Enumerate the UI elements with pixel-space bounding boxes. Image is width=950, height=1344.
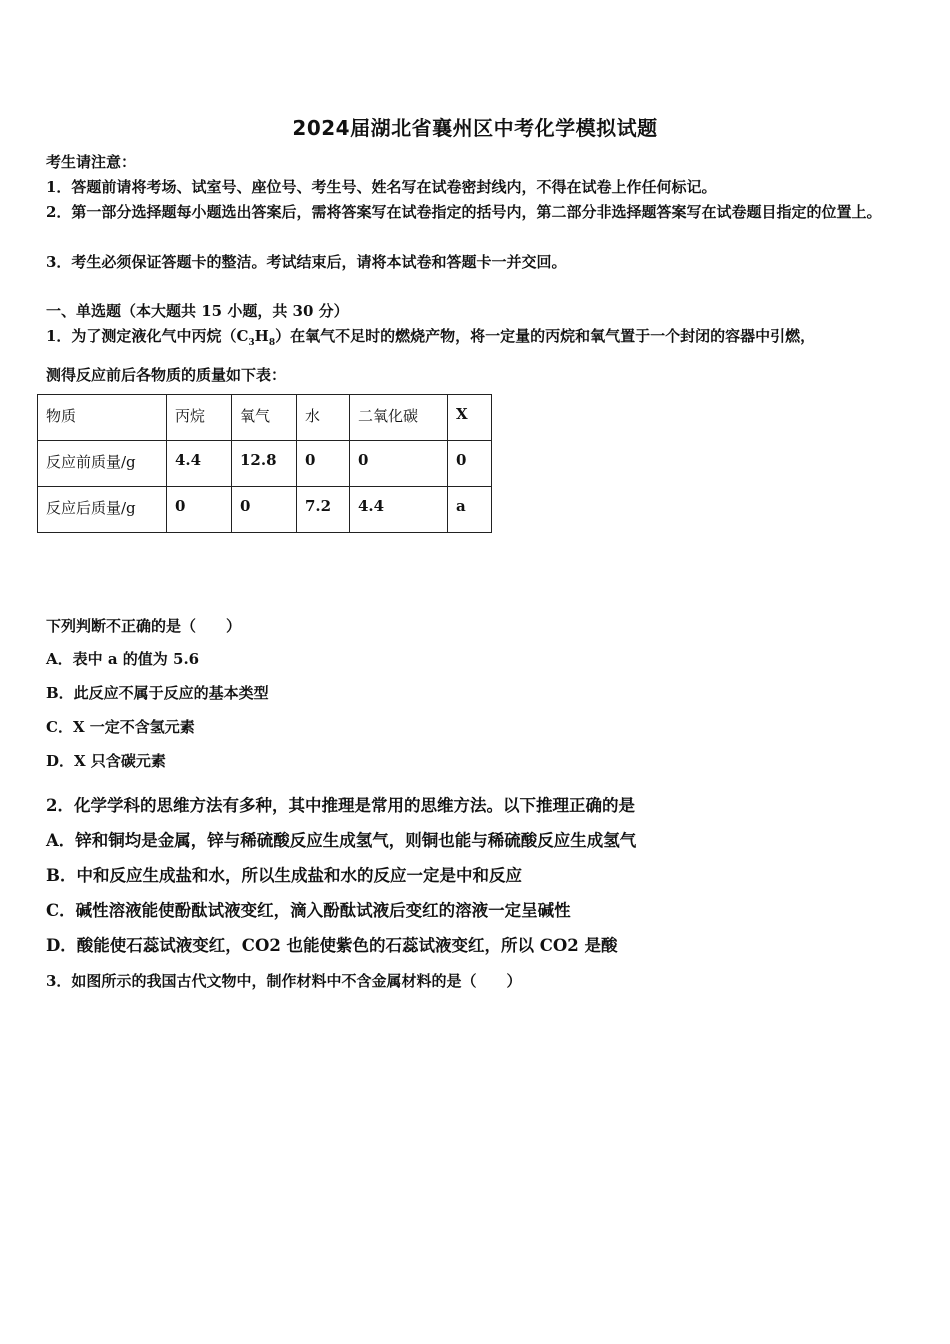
q1-question: 下列判断不正确的是（ ） [46,617,242,635]
q1-option-b: B．此反应不属于反应的基本类型 [46,684,269,702]
table-row [38,395,492,441]
q1-option-c: C．X 一定不含氢元素 [46,718,195,736]
table-cell: 0 [448,441,492,487]
q1-stem: 1．为了测定液化气中丙烷$(C_3H_8)$在氧气不足时的燃烧产物，将一定量的丙烷和氧气置于一个封闭的容器中引燃， [46,327,816,348]
table-cell: 物质 [38,395,167,441]
section-heading: 一、单选题（本大题共 15 小题，共 30 分） [46,302,349,320]
notice-heading: 考生请注意： [46,153,137,171]
notice-item-3: 3．考生必须保证答题卡的整洁。考试结束后，请将本试卷和答题卡一并交回。 [46,253,567,271]
table-row [38,441,492,487]
q1-option-d: D．X 只含碳元素 [46,752,166,770]
table-cell: 水 [297,395,350,441]
q1-option-a: A．表中 a 的值为 5.6 [46,650,200,668]
q2-option-a: A．锌和铜均是金属，锌与稀硫酸反应生成氢气，则铜也能与稀硫酸反应生成氢气 [46,831,637,850]
table-cell: 0 [232,487,297,533]
page-title: 2024届湖北省襄州区中考化学模拟试题 [292,116,658,140]
q2-option-d: D．酸能使石蕊试液变红，CO2 也能使紫色的石蕊试液变红，所以 CO2 是酸 [46,936,618,955]
table-cell: 12.8 [232,441,297,487]
q3-stem: 3．如图所示的我国古代文物中，制作材料中不含金属材料的是（ ） [46,972,522,990]
table-cell: 4.4 [167,441,232,487]
notice-item-1: 1．答题前请将考场、试室号、座位号、考生号、姓名写在试卷密封线内，不得在试卷上作任何标记。 [46,178,717,196]
q1-stem-2: 测得反应前后各物质的质量如下表： [46,366,287,384]
table-cell: 反应后质量/g [38,487,167,533]
table-cell: 0 [297,441,350,487]
table-cell: X [448,395,492,441]
table-cell: 反应前质量/g [38,441,167,487]
table-cell: 4.4 [350,487,448,533]
table-cell: 0 [350,441,448,487]
table-cell: 丙烷 [167,395,232,441]
q2-stem: 2．化学学科的思维方法有多种，其中推理是常用的思维方法。以下推理正确的是 [46,796,635,815]
table-cell: 氧气 [232,395,297,441]
notice-item-2: 2．第一部分选择题每小题选出答案后，需将答案写在试卷指定的括号内，第二部分非选择题答案写在试卷题目指定的位置上。 [46,203,882,221]
q2-option-c: C．碱性溶液能使酚酞试液变红，滴入酚酞试液后变红的溶液一定呈碱性 [46,901,571,920]
table-cell: a [448,487,492,533]
table-row [38,487,492,533]
mass-table [37,394,492,533]
q2-option-b: B．中和反应生成盐和水，所以生成盐和水的反应一定是中和反应 [46,866,522,885]
table-cell: 0 [167,487,232,533]
table-cell: 二氧化碳 [350,395,448,441]
table-cell: 7.2 [297,487,350,533]
